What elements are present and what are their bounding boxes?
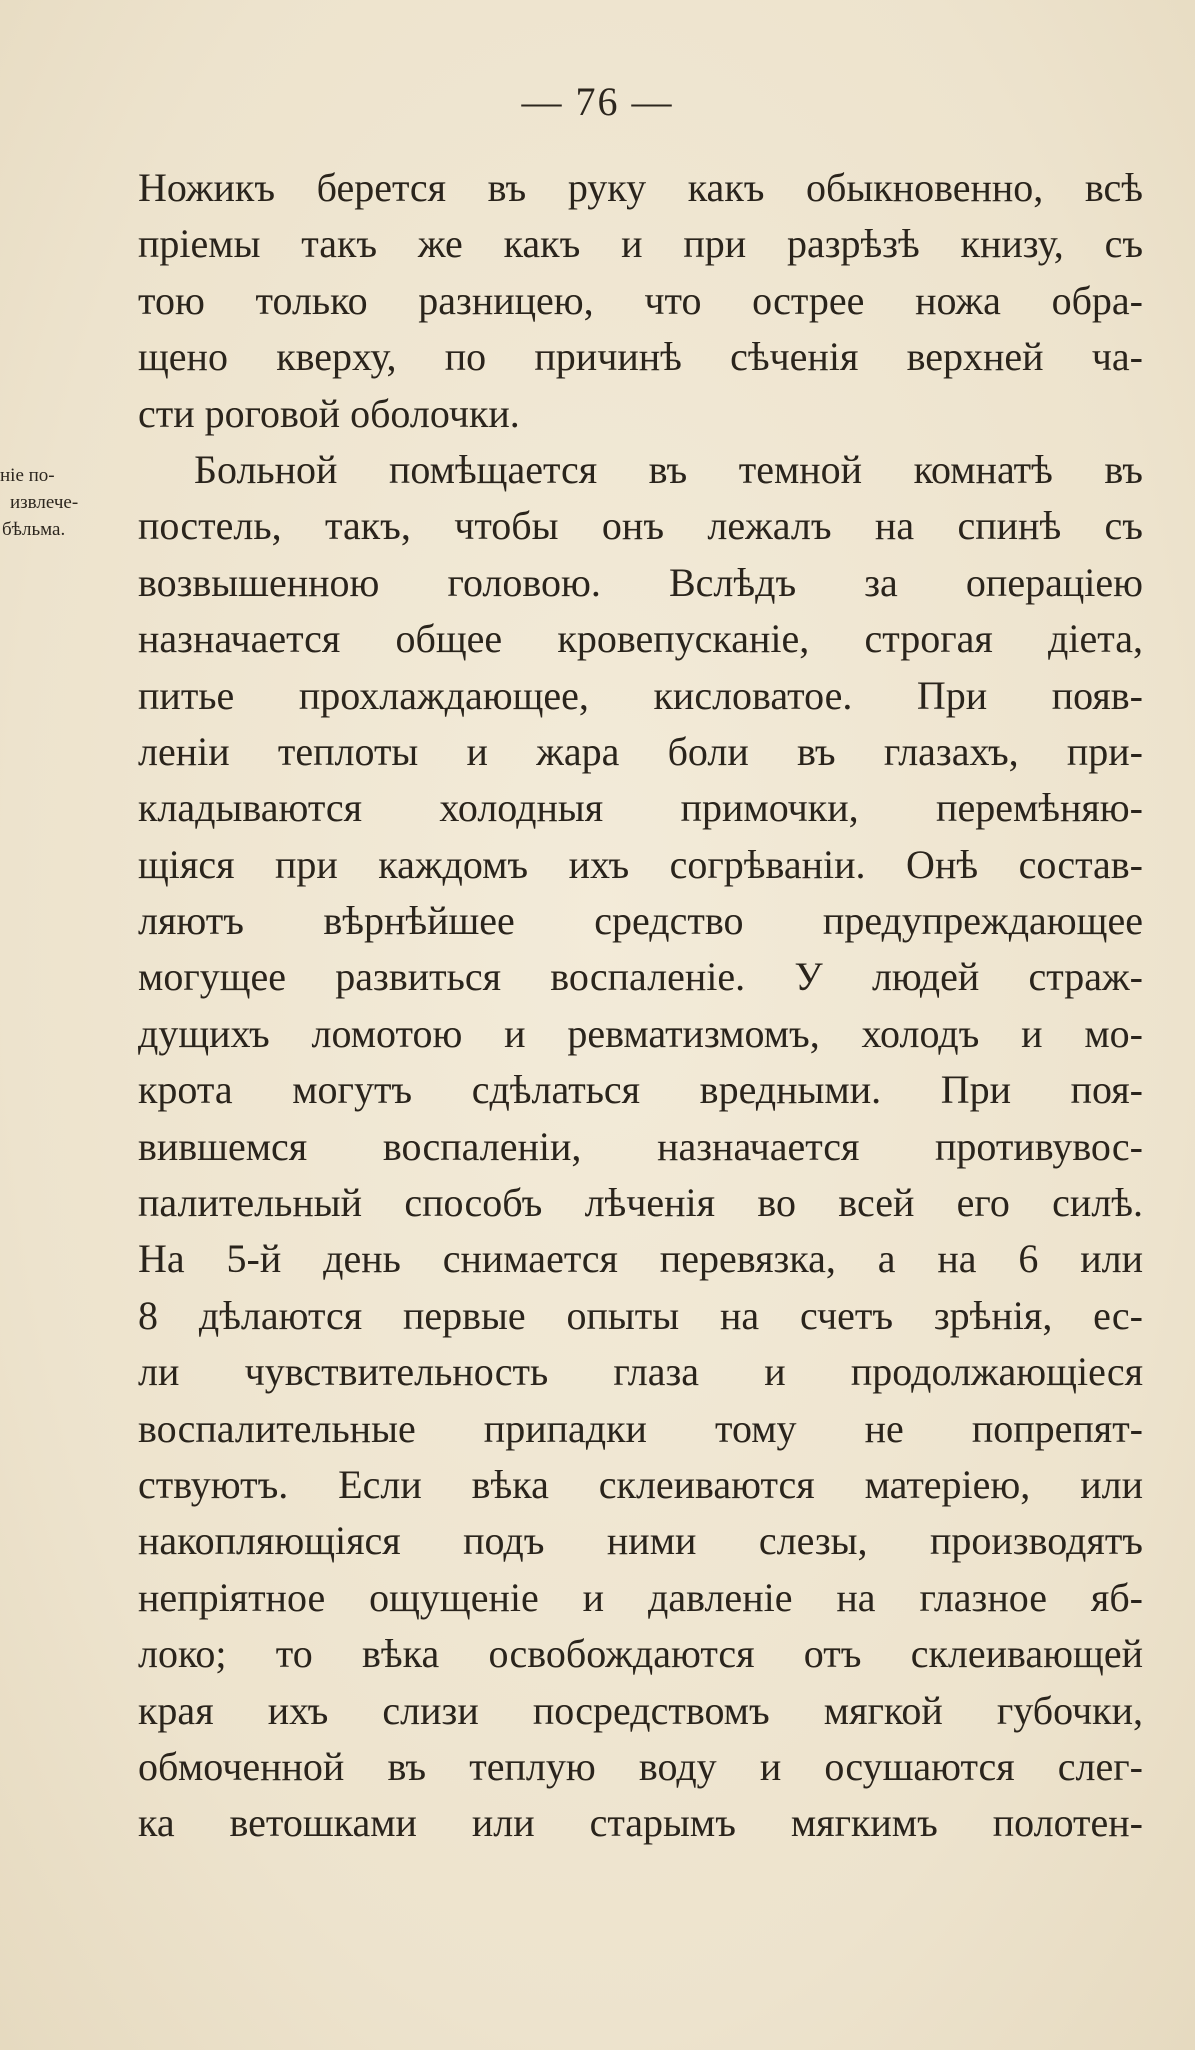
- margin-note-line: бѣльма.: [2, 519, 66, 540]
- text-line: возвышенною головою. Вслѣдъ за операціею: [138, 559, 1143, 605]
- text-line: сти роговой оболочки.: [138, 390, 520, 436]
- text-line: непріятное ощущеніе и давленіе на глазное яб-: [138, 1574, 1143, 1620]
- text-line: ка ветошками или старымъ мягкимъ полотен-: [138, 1800, 1143, 1846]
- text-line: ляютъ вѣрнѣйшее средство предупреждающее: [138, 898, 1143, 944]
- text-line: тою только разницею, что острее ножа обра-: [138, 277, 1143, 323]
- text-line: щіяся при каждомъ ихъ согрѣваніи. Онѣ состав-: [138, 841, 1143, 887]
- text-line: постель, такъ, чтобы онъ лежалъ на спинѣ съ: [138, 503, 1143, 549]
- text-line: На 5-й день снимается перевязка, а на 6 или: [138, 1236, 1143, 1282]
- text-line: крота могутъ сдѣлаться вредными. При поя-: [138, 1067, 1143, 1113]
- text-line: края ихъ слизи посредствомъ мягкой губочки,: [138, 1687, 1143, 1733]
- text-line: воспалительные припадки тому не попрепят-: [138, 1405, 1143, 1451]
- margin-note-line: ніе по-: [0, 465, 55, 486]
- text-line: могущее развиться воспаленіе. У людей страж-: [138, 954, 1143, 1000]
- text-line: леніи теплоты и жара боли въ глазахъ, при-: [138, 728, 1143, 774]
- text-line: дущихъ ломотою и ревматизмомъ, холодъ и мо-: [138, 1010, 1143, 1056]
- body-text: [138, 160, 1143, 1852]
- text-line: пріемы такъ же какъ и при разрѣзѣ книзу, съ: [138, 221, 1143, 267]
- text-line: палительный способъ лѣченія во всей его силѣ.: [138, 1180, 1143, 1226]
- text-line: локо; то вѣка освобождаются отъ склеивающей: [138, 1631, 1143, 1677]
- text-line: вившемся воспаленіи, назначается противувос-: [138, 1123, 1143, 1169]
- text-line: назначается общее кровепусканіе, строгая діета,: [138, 616, 1143, 662]
- text-line: ли чувствительность глаза и продолжающіеся: [138, 1349, 1143, 1395]
- text-line: обмоченной въ теплую воду и осушаются слег-: [138, 1743, 1143, 1789]
- margin-note: [0, 462, 128, 543]
- margin-note-line: извлече-: [10, 492, 79, 513]
- text-line: питье прохлаждающее, кисловатое. При появ-: [138, 672, 1143, 718]
- text-line: щено кверху, по причинѣ сѣченія верхней ча-: [138, 334, 1143, 380]
- text-line: накопляющіяся подъ ними слезы, производятъ: [138, 1518, 1143, 1564]
- text-line: Ножикъ берется въ руку какъ обыкновенно, всѣ: [138, 165, 1143, 210]
- text-line: 8 дѣлаются первые опыты на счетъ зрѣнія, ес-: [138, 1292, 1143, 1338]
- page-number: — 76 —: [521, 79, 674, 124]
- text-line: ствуютъ. Если вѣка склеиваются матеріею, или: [138, 1461, 1143, 1507]
- text-line: кладываются холодныя примочки, перемѣняю-: [138, 785, 1143, 831]
- text-line: Больной помѣщается въ темной комнатѣ въ: [194, 446, 1143, 492]
